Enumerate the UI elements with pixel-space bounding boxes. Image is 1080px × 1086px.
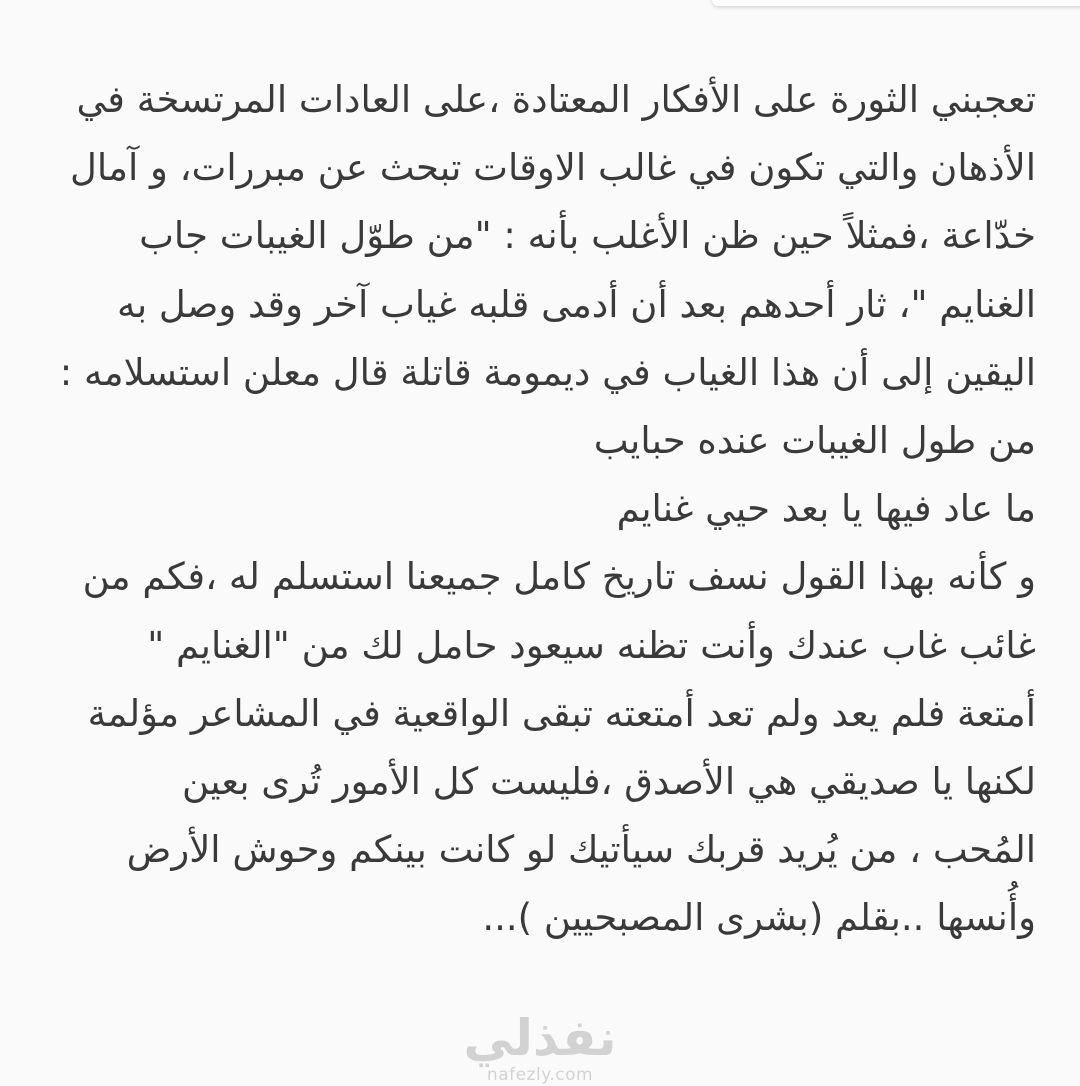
article-line: خدّاعة ،فمثلاً حين ظن الأغلب بأنه : "من طوّل الغيبات جاب	[139, 214, 1036, 258]
article-line: تعجبني الثورة على الأفكار المعتادة ،على العادات المرتسخة في	[76, 78, 1036, 121]
article-line: ما عاد فيها يا بعد حيي غنايم	[616, 487, 1036, 531]
article-line: اليقين إلى أن هذا الغياب في ديمومة قاتلة قال معلن استسلامه :	[59, 350, 1036, 394]
article-line: الأذهان والتي تكون في غالب الاوقات تبحث عن مبررات، و آمال	[69, 146, 1036, 190]
article-line: من طول الغيبات عنده حبايب	[593, 419, 1036, 463]
article-line: و كأنه بهذا القول نسف تاريخ كامل جميعنا استسلم له ،فكم من	[82, 555, 1036, 599]
watermark-url: nafezly.com	[486, 1065, 594, 1085]
article-line: وأُنسها ..بقلم (بشرى المصبحيين )...	[482, 896, 1036, 940]
article-line: غائب غاب عندك وأنت تظنه سيعود حامل لك من "الغنايم "	[147, 623, 1036, 667]
top-card-edge	[712, 0, 1080, 6]
watermark	[440, 1010, 640, 1084]
article-line: لكنها يا صديقي هي الأصدق ،فليست كل الأمور تُرى بعين	[182, 760, 1036, 804]
article-body	[36, 66, 1036, 953]
article-line: أمتعة فلم يعد ولم تعد أمتعته تبقى الواقعية في المشاعر مؤلمة	[87, 691, 1036, 735]
watermark-logo: نفذلي	[463, 1009, 617, 1067]
article-line: الغنايم "، ثار أحدهم بعد أن أدمى قلبه غياب آخر وقد وصل به	[117, 282, 1036, 326]
article-line: المُحب ، من يُريد قربك سيأتيك لو كانت بينكم وحوش الأرض	[126, 828, 1036, 872]
